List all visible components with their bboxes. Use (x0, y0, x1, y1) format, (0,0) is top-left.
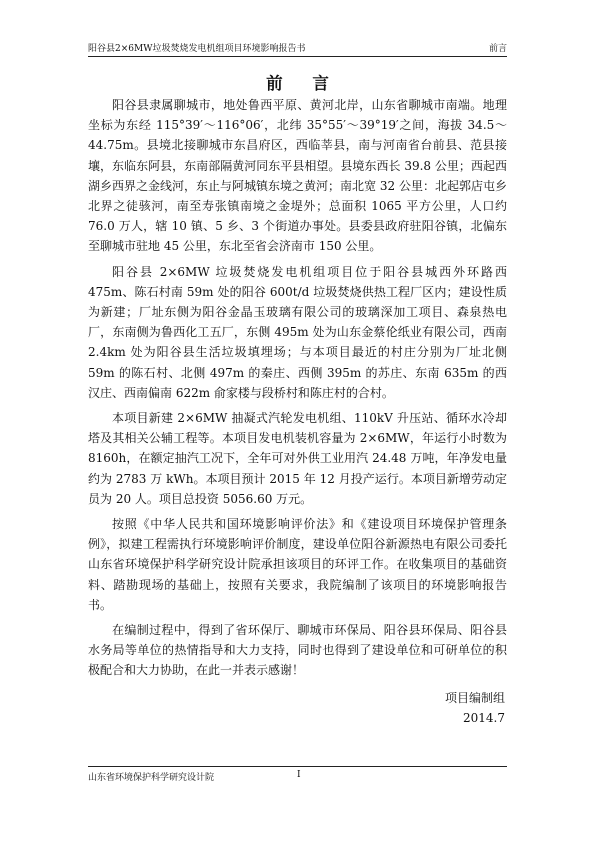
header-section-name: 前言 (488, 44, 507, 54)
signature-org: 项目编制组 (444, 690, 505, 705)
paragraph-acknowledgement: 在编制过程中，得到了省环保厅、聊城市环保局、阳谷县环保局、阳谷县水务局等单位的热情指导和大力支持，同时也得到了建设单位和可研单位的积极配合和大力协助，在此一并表示感谢！ (88, 623, 507, 678)
footer-divider (88, 766, 507, 767)
paragraph-project-site: 阳谷县 2×6MW 垃圾焚烧发电机组项目位于阳谷县城西外环路西 475m、陈石村南 59m 处的阳谷 600t/d 垃圾焚烧供热工程厂区内；建设性质为新建；厂址东侧为阳谷金晶玉玻璃有限公司的玻璃深加工项目、森泉热电厂，东南侧为鲁西化工五厂，东侧 495m 处为山东金蔡伦纸业有限公司，西南 2.4km 处为阳谷县生活垃圾填埋场；与本项目最近的村庄分别为厂址北侧 59m 的陈石村、北侧 497m 的秦庄、西侧 395m 的苏庄、东南 635m 的西汉庄、西南偏南 622m 俞家楼与段桥村和陈庄村的合村。 (88, 264, 507, 400)
page-title: 前 言 (266, 74, 341, 93)
page-number: I (297, 770, 301, 780)
body-text (88, 95, 507, 729)
paragraph-project-scope: 本项目新建 2×6MW 抽凝式汽轮发电机组、110kV 升压站、循环水冷却塔及其相关公辅工程等。本项目发电机装机容量为 2×6MW，年运行小时数为 8160h，在额定抽汽工况下，全年可对外供工业用汽 24.48 万吨，年净发电量约为 2783 万 kWh。本项目预计 2015 年 12 月投产运行。本项目新增劳动定员为 20 人。项目总投资 5056.60 万元。 (88, 411, 507, 506)
footer-organization: 山东省环境保护科学研究设计院 (88, 773, 215, 783)
header-divider (88, 56, 507, 57)
paragraph-location: 阳谷县隶属聊城市，地处鲁西平原、黄河北岸，山东省聊城市南端。地理坐标为东经 115°39′～116°06′，北纬 35°55′～39°19′之间，海拔 34.5～44.75m。县境北接聊城市东昌府区，西临莘县，南与河南省台前县、范县接壤，东临东阿县，东南部隔黄河同东平县相望。县境东西长 39.8 公里；西起西湖乡西界之金线河，东止与阿城镇东境之黄河；南北宽 32 公里：北起郭店屯乡北界之徒骇河，南至寿张镇南境之金堤外；总面积 1065 平方公里，人口约 76.0 万人，辖 10 镇、5 乡、3 个街道办事处。县委县政府驻阳谷镇，北偏东至聊城市驻地 45 公里，东北至省会济南市 150 公里。 (88, 98, 507, 254)
signature-date: 2014.7 (463, 711, 505, 726)
header-document-title: 阳谷县2×6MW垃圾焚烧发电机组项目环境影响报告书 (88, 44, 306, 54)
page-header (88, 40, 507, 54)
paragraph-eia-basis: 按照《中华人民共和国环境影响评价法》和《建设项目环境保护管理条例》，拟建工程需执行环境影响评价制度，建设单位阳谷新源热电有限公司委托山东省环境保护科学研究设计院承担该项目的环评工作。在收集项目的基础资料、踏勘现场的基础上，按照有关要求，我院编制了该项目的环境影响报告书。 (88, 517, 507, 612)
